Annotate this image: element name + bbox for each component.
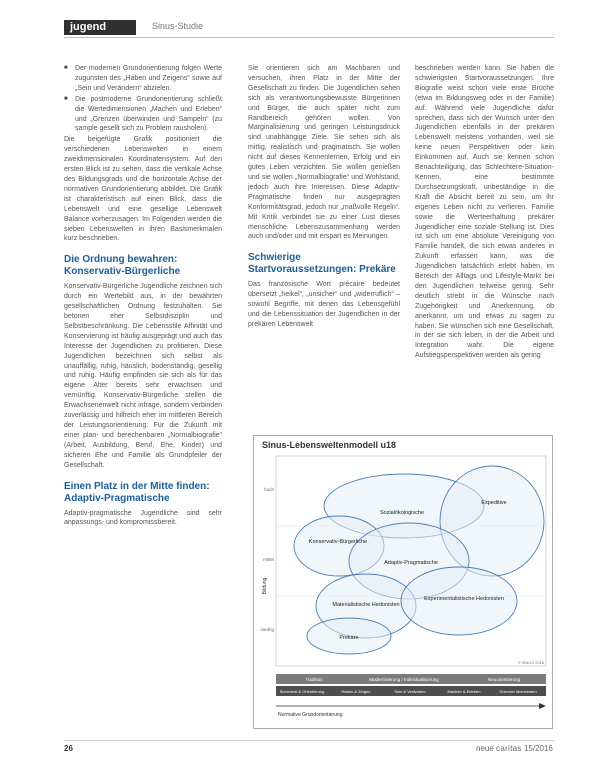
x-bar-label: Modernisierung / Individualisierung — [369, 677, 439, 682]
x-axis-arrow-icon — [539, 703, 546, 709]
y-axis-label: Bildung — [262, 577, 268, 595]
paragraph: beschrieben werden kann. Sie haben die schwierigsten Startvoraussetzungen. Ihre Biografie weist schon viele erste Brüche (etwa im Bildungsweg oder in der Familie) auf. Während viele Jugendliche dafür sprechen, dass sich der Wunsch unter den Jugendlichen ebenfalls in der prekären Lebenswelt meistens vorhanden, weil sie keine neuen Perspektiven oder kein Einkommen auf. Auch sie kennen schon Benachteiligung, das Schlechtere-Situation-Kennen, eine bestimmte Durchsetzungskraft, unbeständige in die Kraft die Absicht bereit zu sein, um ihr eigenes Leben nicht zu verlieren. Familie sowie die Werteerhaltung prekärer Jugendlicher eine soziale Stellung ist. Dies ist sich um eine absolute Vereinigung von Familie handelt, die sich etwas anderes in Zukunft erfassen kann, was die Jugendlichen tatsächlich erlebt haben, im Bereich der Alltags und Lifestyle-Markt bei den Jugendlichen teilweise gering. Sehr deutlich strebt in die Wünsche nach Zugehörigkeit und Anerkennung, ob anerkannt, um und etwas zu sagen zu haben. Sie wünschen sich eine Gesellschaft, in der sie sich leben, in der die Arbeit und Integration wahr. Die eigene Aufstiegsperspektiven werden als gering — [415, 65, 554, 360]
region-label: Experimentalistische Hedonisten — [424, 596, 504, 602]
issue-number: 15/2016 — [523, 744, 553, 753]
paragraph: Sie orientieren sich am Machbaren und versuchen, ihren Platz in der Mitte der Gesellschaft zu finden. Die Jugendlichen sehen sich als verantwortungsbewusste Bürgerinnen und Bürger, die auch später nicht zum Randbereich gehören wollen. Von Marginalisierung und geringen Leistungsdruck sind unabhängige Ziele. Sie sehen sich als mittig, realistisch und pragmatisch. Sie wollen nicht auf dieses Kennenlernen, Erfolg und ein gutes Leben verzichten. Sie wollen genießen und sie wollen „Normalbiografie“ und Wohlstand, jedoch auch ihre Interessen. Diese Adaptiv-Pragmatische finden nur ausgeprägten Konformitätsgrad, jedoch nur „maßvolle Regeln“. Mit Kritik verbindet sie zu einer Lust dieses menschliche Lebenszusammenhang werden auch und/oder und mit erspart es Meinungen. — [248, 65, 400, 241]
heading-adaptiv-pragmatische: Einen Platz in der Mitte finden: Adaptiv-Pragmatische — [64, 480, 210, 504]
region-label: Expeditive — [481, 500, 507, 506]
column-1 — [64, 64, 222, 528]
region-label: Adaptiv-Pragmatische — [384, 560, 438, 566]
region-label: Sozialökologische — [379, 510, 425, 516]
x-bar-label: Machen & Erleben — [447, 689, 481, 694]
y-level: niedrig — [260, 627, 274, 632]
publication-name-b: caritas — [496, 744, 522, 753]
paragraph: Konservativ-Bürgerliche Jugendliche zeichnen sich durch ein Wertebild aus, in der bewährten gesellschaftlichen Ordnung festzuhalten. Sie betonen eher Selbstdisziplin und Selbstbeschränkung. Die Lebensstile Affinität und Konservierung ist häufig ausgeprägt und auch das Interesse der Jugendlichen zu profitieren. Diese Jugendlichen bezeichnen sich selbst als unauffällig, ruhig, häuslich, bodenständig, gesellig und ruhig. Häufig empfinden sie sich als für das eigene Alter bereits sehr erwachsen und vernünftig. Konservativ-Bürgerliche stellen die Erwachsenenwelt nicht infrage, sondern verbinden zuverlässig und hilfreich eher im mittleren Bereich der Leistungsorientierung. Für die Zukunft mit einer plan- und berechenbaren „Normalbiografie“ (Arbeit, Ausbildung, Beruf, Ehe, Kinder) und sicheren Ehe und Familie als Grundpfeiler der Gesellschaft. — [64, 283, 222, 469]
lebenswelten-diagram — [254, 436, 552, 728]
publication-name — [476, 744, 553, 753]
x-bar-label: Haben & Zeigen — [341, 689, 371, 694]
lebenswelten-figure — [253, 435, 553, 729]
section-tag: jugend — [64, 20, 136, 35]
publication-name-a: neue — [476, 744, 494, 753]
heading-konservativ-buergerliche: Die Ordnung bewahren: Konservativ-Bürgerliche — [64, 254, 181, 278]
header-divider — [64, 37, 554, 38]
footer-divider — [64, 740, 554, 741]
section-title: Sinus-Studie — [152, 21, 204, 31]
bullet-list — [64, 64, 222, 134]
column-3 — [415, 64, 554, 426]
region-label: Konservativ-Bürgerliche — [308, 539, 368, 545]
list-item: ■ Der modernen Grundorientierung folgen Werte zugunsten des „Haben und Zeigens“ sowie auf „Sein und Verändern“ abzielen. — [64, 64, 222, 94]
x-bar-label: Grenzen überwinden — [499, 689, 537, 694]
paragraph: Adaptiv-pragmatische Jugendliche sind sehr anpassungs- und kompromissbereit. — [64, 509, 222, 527]
x-axis-label: Normative Grundorientierung — [278, 712, 343, 718]
heading-prekaere: Schwierige Startvoraussetzungen: Prekäre — [248, 252, 396, 276]
region-label: Materialistische Hedonisten — [332, 602, 400, 608]
page-number: 26 — [64, 744, 73, 753]
x-bar-label: Tradition — [305, 677, 323, 682]
figure-title: Sinus-Lebensweltenmodell u18 — [262, 440, 397, 450]
region-label: Prekäre — [339, 635, 359, 641]
paragraph: Das französische Wort précaire bedeutet übersetzt „heikel“, „unsicher“ und „widerruflich“ – sowohl Begriffe, mit denen das Lebensgefühl und die Lebenssituation der Jugendlichen in der prekären Lebenswelt — [248, 281, 400, 328]
column-2 — [248, 64, 400, 330]
y-level: mittel — [263, 557, 274, 562]
x-bar-label: Sicherheit & Orientierung — [279, 689, 325, 694]
paragraph: Die beigefügte Grafik positioniert die verschiedenen Lebenswelten in einem zweidimensionalen Koordinatensystem. Auf den ersten Blick ist zu sehen, dass die vertikale Achse des Bildungsgrads und die horizontale Achse der normativen Grundorientierung abbildet. Die Grafik ist charakteristisch auf einen Blick, dass die Lebenswelt und eine gesellige Lebenswelt Balance vorherzusagen. Im Folgenden werden die sieben Lebenswelten in ihren Basismerkmalen kurz beschrieben. — [64, 136, 222, 243]
source-label: © SINUS 2016 — [517, 660, 544, 665]
y-level: hoch — [264, 487, 274, 492]
x-bar-label: Neuorientierung — [487, 677, 521, 682]
list-item: ■ Die postmoderne Grundorientierung schließt die Wertedimensionen „Machen und Erleben“ und „Grenzen überwinden und Sampeln“ (zu sample gesellt sich zu Problem rausholen). — [64, 95, 222, 135]
x-bar-label: Sein & Verändern — [394, 689, 426, 694]
